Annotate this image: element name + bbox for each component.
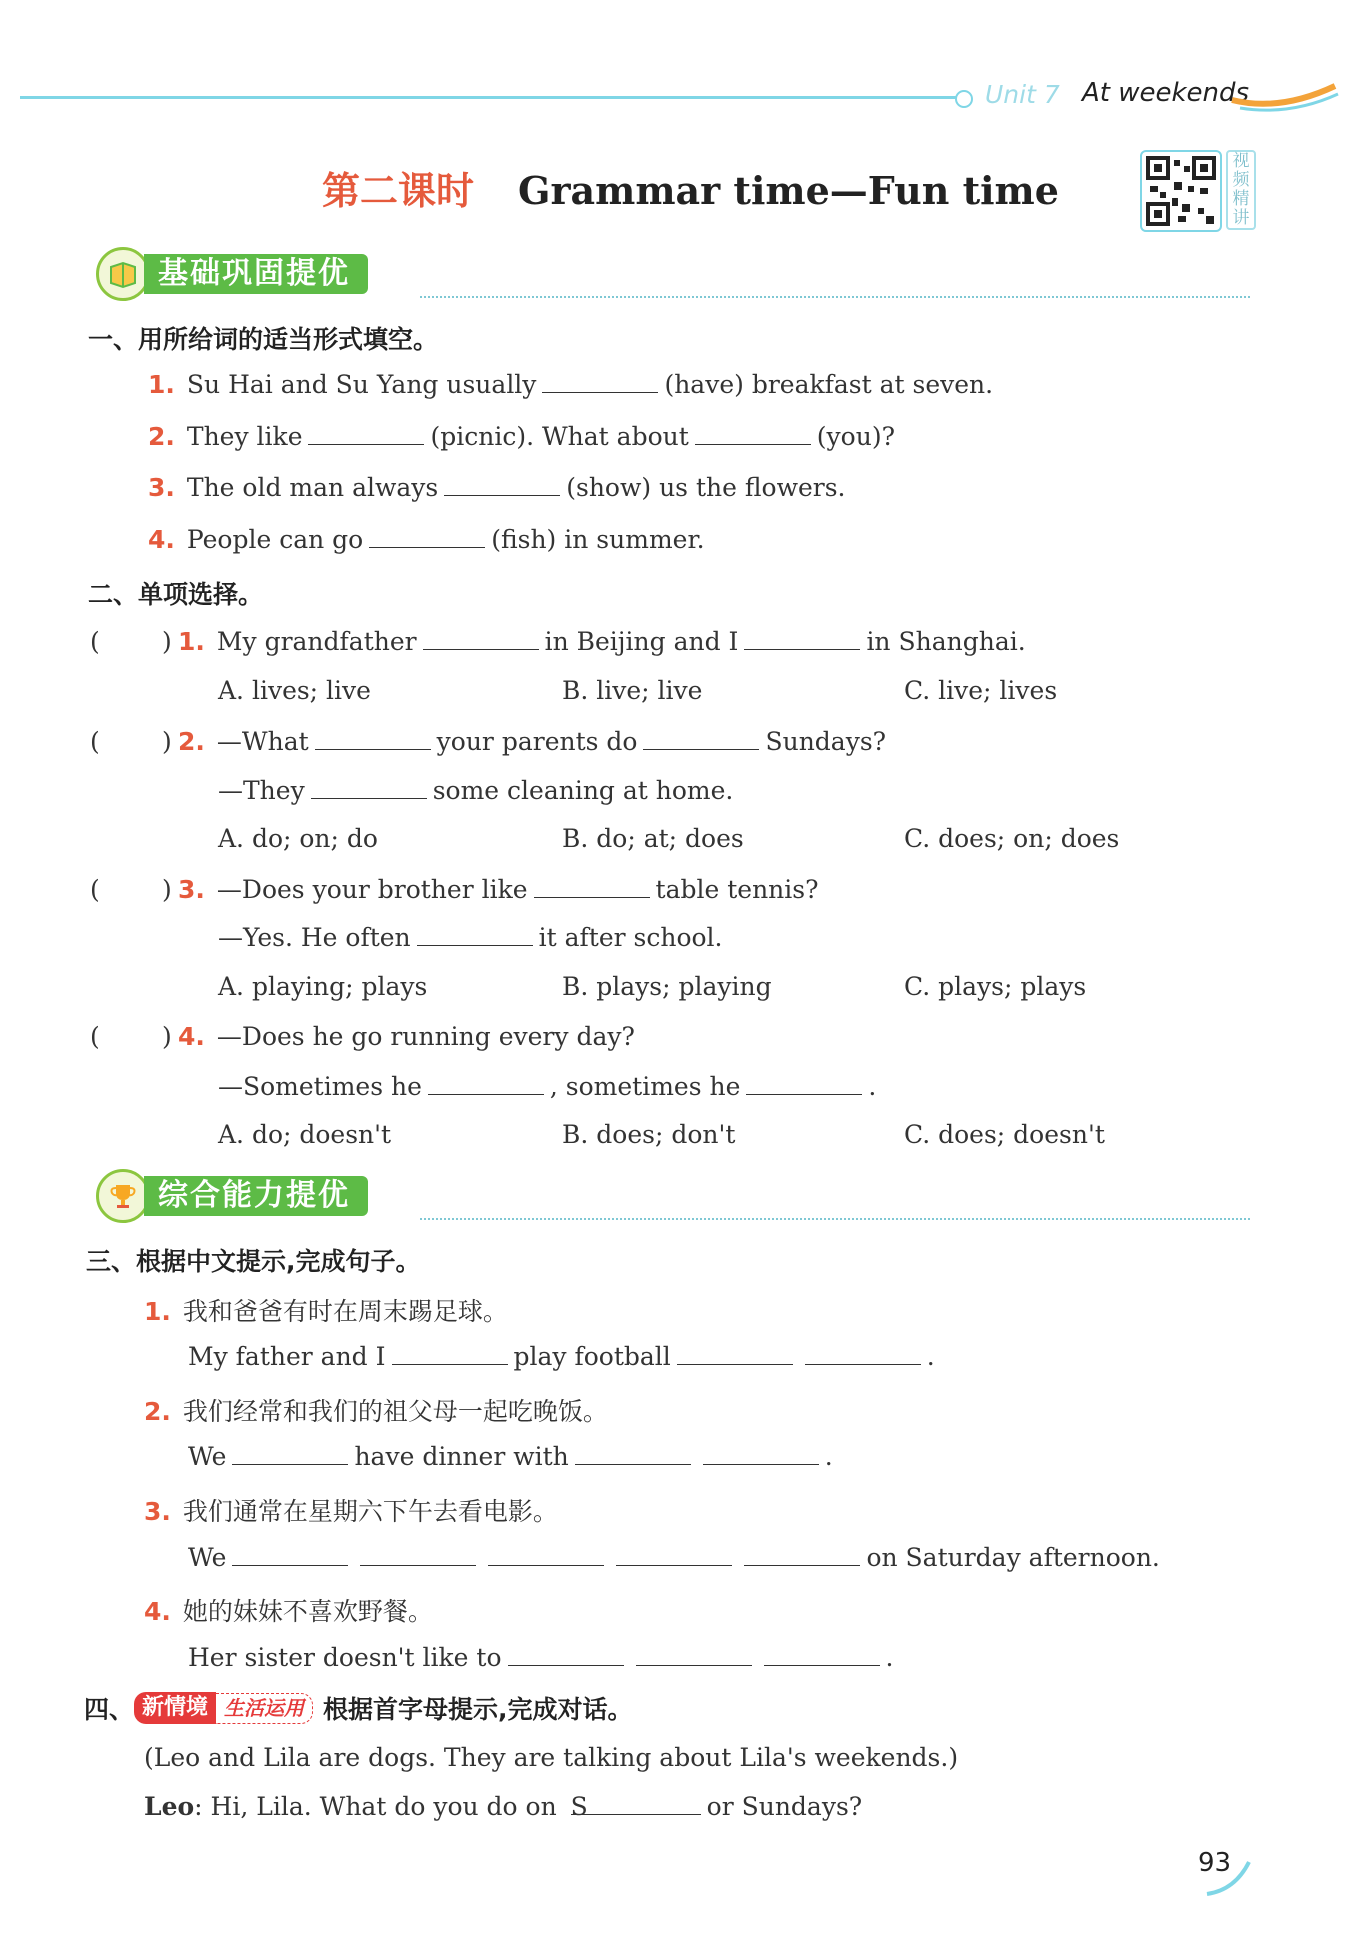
sentence-text: play football — [513, 1342, 671, 1371]
book-icon — [96, 247, 150, 301]
answer-blank[interactable] — [746, 1072, 862, 1095]
heading-text: 根据首字母提示,完成对话。 — [323, 1695, 633, 1724]
answer-paren-close: ) — [162, 875, 172, 904]
answer-blank[interactable] — [534, 875, 650, 898]
option-a[interactable]: A. do; doesn't — [218, 1120, 392, 1149]
item-number: 2. — [178, 727, 205, 756]
sentence-text: . — [885, 1643, 894, 1672]
option-a[interactable]: A. do; on; do — [218, 824, 378, 853]
answer-paren-close: ) — [162, 627, 172, 656]
part3-item-3-en — [188, 1543, 1160, 1572]
sentence-text: We — [188, 1442, 227, 1471]
part2-heading: 二、单项选择。 — [88, 580, 264, 609]
item-number: 4. — [144, 1597, 171, 1626]
part2-q2-line1 — [178, 727, 886, 756]
part4-heading — [84, 1690, 633, 1726]
item-number: 4. — [148, 525, 175, 554]
part3-item-3-cn — [144, 1492, 558, 1528]
qr-label: 视频精讲 — [1226, 150, 1256, 230]
lesson-title-en: Grammar time—Fun time — [518, 168, 1059, 213]
answer-paren-open: ( — [90, 875, 100, 904]
part1-heading: 一、用所给词的适当形式填空。 — [88, 325, 439, 354]
part3-item-4-en — [188, 1643, 893, 1672]
item-number: 1. — [178, 627, 205, 656]
answer-blank[interactable] — [542, 370, 658, 393]
sentence-text: (you)? — [816, 422, 895, 451]
answer-paren-close: ) — [162, 727, 172, 756]
answer-blank[interactable] — [308, 422, 424, 445]
answer-paren-close: ) — [162, 1022, 172, 1051]
option-b[interactable]: B. does; don't — [562, 1120, 736, 1149]
part3-item-4-cn — [144, 1592, 433, 1628]
part3-heading: 三、根据中文提示,完成句子。 — [86, 1247, 421, 1276]
part2-q4-line2 — [218, 1072, 876, 1101]
section-banner-basic — [96, 252, 368, 296]
sentence-text: have dinner with — [354, 1442, 569, 1471]
answer-blank[interactable] — [444, 473, 560, 496]
sentence-text: —Does he go running every day? — [216, 1022, 635, 1051]
qr-code-icon[interactable] — [1140, 150, 1222, 232]
answer-blank[interactable] — [764, 1643, 880, 1666]
answer-blank[interactable] — [643, 727, 759, 750]
unit-title: At weekends — [1082, 78, 1250, 108]
answer-blank[interactable] — [508, 1643, 624, 1666]
item-number: 3. — [148, 473, 175, 502]
sentence-text: My grandfather — [216, 627, 417, 656]
sentence-text: My father and I — [188, 1342, 386, 1371]
answer-blank[interactable] — [311, 776, 427, 799]
part4-context: (Leo and Lila are dogs. They are talking about Lila's weekends.) — [144, 1743, 959, 1772]
answer-paren-open: ( — [90, 627, 100, 656]
sentence-text: . — [926, 1342, 935, 1371]
sentence-text: on Saturday afternoon. — [866, 1543, 1160, 1572]
sentence-text: —They — [218, 776, 305, 805]
answer-blank[interactable] — [360, 1543, 476, 1566]
sentence-text: They like — [186, 422, 303, 451]
sentence-text: (have) breakfast at seven. — [664, 370, 994, 399]
answer-blank[interactable] — [369, 525, 485, 548]
chinese-prompt: 我和爸爸有时在周末踢足球。 — [182, 1297, 508, 1326]
item-number: 1. — [144, 1297, 171, 1326]
sentence-text: in Beijing and I — [544, 627, 739, 656]
answer-blank[interactable] — [428, 1072, 544, 1095]
part2-q3-line2 — [218, 923, 723, 952]
sentence-text: Su Hai and Su Yang usually — [186, 370, 537, 399]
chinese-prompt: 她的妹妹不喜欢野餐。 — [182, 1597, 433, 1626]
answer-blank[interactable] — [744, 1543, 860, 1566]
answer-blank[interactable] — [695, 422, 811, 445]
sentence-text: We — [188, 1543, 227, 1572]
sentence-text: . — [868, 1072, 877, 1101]
sentence-text: (fish) in summer. — [491, 525, 705, 554]
option-b[interactable]: B. do; at; does — [562, 824, 744, 853]
option-c[interactable]: C. plays; plays — [904, 972, 1087, 1001]
answer-blank[interactable] — [575, 1442, 691, 1465]
part4-dialogue-line — [144, 1792, 862, 1821]
part2-q1 — [178, 627, 1026, 656]
sentence-text: Her sister doesn't like to — [188, 1643, 502, 1672]
swoosh-icon — [1230, 82, 1340, 112]
sentence-text: —What — [216, 727, 309, 756]
item-number: 2. — [144, 1397, 171, 1426]
dotted-divider — [420, 296, 1250, 298]
sentence-text: Sundays? — [765, 727, 887, 756]
first-letter-hint: S — [570, 1792, 588, 1821]
page-number: 93 — [1198, 1848, 1232, 1878]
part3-item-2-cn — [144, 1392, 608, 1428]
speaker-name: Leo — [144, 1792, 195, 1821]
section-title: 基础巩固提优 — [144, 254, 368, 294]
part1-item-4 — [148, 525, 705, 554]
new-context-tag: 新情境 — [134, 1692, 216, 1724]
answer-blank[interactable] — [232, 1543, 348, 1566]
answer-blank[interactable] — [677, 1342, 793, 1365]
sentence-text: your parents do — [436, 727, 638, 756]
sentence-text: or Sundays? — [706, 1792, 863, 1821]
chinese-prompt: 我们通常在星期六下午去看电影。 — [182, 1497, 558, 1526]
dotted-divider — [420, 1218, 1250, 1220]
lesson-title-cn: 第二课时 — [322, 168, 475, 213]
option-a[interactable]: A. lives; live — [218, 676, 371, 705]
sentence-text: —Does your brother like — [216, 875, 528, 904]
sentence-text: it after school. — [538, 923, 723, 952]
answer-blank[interactable] — [315, 727, 431, 750]
item-number: 2. — [148, 422, 175, 451]
sentence-text: table tennis? — [655, 875, 819, 904]
answer-paren-open: ( — [90, 1022, 100, 1051]
header-dot-icon — [955, 90, 973, 108]
answer-paren-open: ( — [90, 727, 100, 756]
item-number: 3. — [178, 875, 205, 904]
sentence-text: in Shanghai. — [866, 627, 1026, 656]
sentence-text: —Sometimes he — [218, 1072, 422, 1101]
header-rule — [20, 96, 960, 99]
heading-prefix: 四、 — [84, 1695, 135, 1724]
section-title: 综合能力提优 — [144, 1176, 368, 1216]
answer-blank[interactable] — [744, 627, 860, 650]
answer-blank[interactable] — [423, 627, 539, 650]
option-b[interactable]: B. plays; playing — [562, 972, 772, 1001]
part1-item-1 — [148, 370, 993, 399]
answer-blank[interactable] — [488, 1543, 604, 1566]
sentence-text: , sometimes he — [549, 1072, 741, 1101]
option-a[interactable]: A. playing; plays — [218, 972, 428, 1001]
option-c[interactable]: C. live; lives — [904, 676, 1058, 705]
sentence-text: (picnic). What about — [430, 422, 689, 451]
lesson-title — [322, 160, 1059, 215]
answer-blank[interactable] — [392, 1342, 508, 1365]
item-number: 4. — [178, 1022, 205, 1051]
part3-item-1-cn — [144, 1292, 508, 1328]
life-use-tag: 生活运用 — [216, 1693, 313, 1724]
answer-blank[interactable] — [417, 923, 533, 946]
section-banner-advanced — [96, 1174, 368, 1218]
item-number: 1. — [148, 370, 175, 399]
option-c[interactable]: C. does; on; does — [904, 824, 1120, 853]
item-number: 3. — [144, 1497, 171, 1526]
sentence-text: : Hi, Lila. What do you do on — [194, 1792, 557, 1821]
part2-q3-line1 — [178, 875, 819, 904]
answer-blank[interactable] — [636, 1643, 752, 1666]
part2-q2-line2 — [218, 776, 733, 805]
part1-item-3 — [148, 473, 846, 502]
answer-blank[interactable] — [232, 1442, 348, 1465]
sentence-text: (show) us the flowers. — [566, 473, 846, 502]
part2-q4-line1 — [178, 1022, 635, 1051]
answer-blank[interactable] — [616, 1543, 732, 1566]
trophy-icon — [96, 1169, 150, 1223]
unit-label: Unit 7 — [985, 80, 1060, 109]
answer-blank[interactable] — [570, 1792, 701, 1821]
sentence-text: some cleaning at home. — [432, 776, 734, 805]
chinese-prompt: 我们经常和我们的祖父母一起吃晚饭。 — [182, 1397, 608, 1426]
sentence-text: The old man always — [186, 473, 439, 502]
sentence-text: People can go — [186, 525, 364, 554]
answer-blank[interactable] — [703, 1442, 819, 1465]
answer-blank[interactable] — [805, 1342, 921, 1365]
option-b[interactable]: B. live; live — [562, 676, 703, 705]
sentence-text: . — [824, 1442, 833, 1471]
sentence-text: —Yes. He often — [218, 923, 411, 952]
part3-item-2-en — [188, 1442, 833, 1471]
option-c[interactable]: C. does; doesn't — [904, 1120, 1105, 1149]
part3-item-1-en — [188, 1342, 935, 1371]
part1-item-2 — [148, 422, 895, 451]
